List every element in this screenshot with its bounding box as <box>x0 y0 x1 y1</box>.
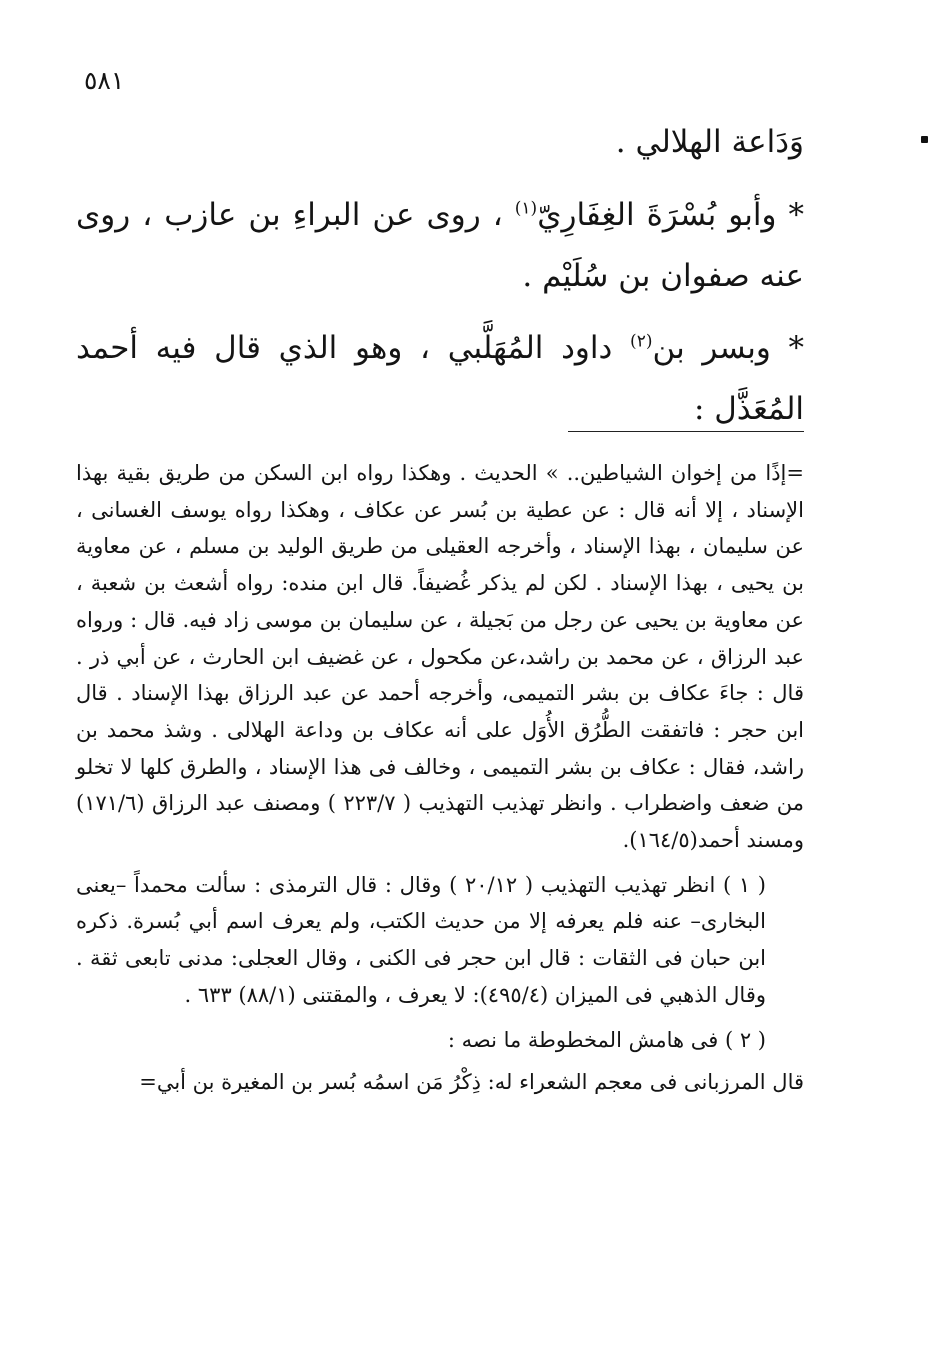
main-paragraph <box>76 185 804 307</box>
main-paragraph <box>76 318 804 440</box>
entry-text: ، روى عن البراءِ بن عازب ، روى عنه صفوان بن سُلَيْم . <box>76 197 804 294</box>
footnote-2-quote: قال المرزبانى فى معجم الشعراء له: ذِكْرُ مَن اسمُه بُسر بن المغيرة بن أبي= <box>139 1070 804 1095</box>
main-text <box>76 112 804 451</box>
footnote-1: ( ١ ) انظر تهذيب التهذيب ( ٢٠/١٢ ) وقال : قال الترمذى : سألت محمداً –يعنى البخارى– عنه فلم يعرفه إلا من حديث الكتب، ولم يعرف اسم أبي بُسرة. ذكره ابن حبان فى الثقات : قال ابن حجر فى الكنى ، وقال العجلى: مدنى تابعى ثقة . وقال الذهبي فى الميزان (٤٩٥/٤): لا يعرف ، والمقتنى (٨٨/١) ٦٣٣ . <box>76 872 766 1007</box>
main-paragraph: وَدَاعة الهلالي . <box>615 124 804 160</box>
entry-text: * وأبو بُسْرَةَ الغِفَارِيّ <box>537 197 804 233</box>
footnote-continuation: =إذًا من إخوان الشياطين.. » الحديث . وهكذا رواه ابن السكن من طريق بقية بهذا الإسناد ، إلا أنه قال : عن عطية بن بُسر عن عكاف ، وهكذا رواه يوسف الغسانى ، عن سليمان ، بهذا الإسناد ، وأخرجه العقيلى من طريق الوليد بن مسلم ، عن معاوية بن يحيى ، بهذا الإسناد . لكن لم يذكر غُضيفاً. قال ابن منده: رواه أشعث بن شعبة ، عن معاوية بن يحيى عن رجل من بَجيلة ، عن سليمان بن موسى زاد فيه. قال : ورواه عبد الرزاق ، عن محمد بن راشد،عن مكحول ، عن غضيف ابن الحارث ، عن أبي ذر . قال : جاءَ عكاف بن بشر التميمى، وأخرجه أحمد عن عبد الرزاق بهذا الإسناد . قال ابن حجر : فاتفقت الطُّرُق الأُوَل على أنه عكاف بن وداعة الهلالى . وشذ محمد بن راشد، فقال : عكاف بن بشر التميمى ، وخالف فى هذا الإسناد ، والطرق كلها لا تخلو من ضعف واضطراب . وانظر تهذيب التهذيب ( ٢٢٣/٧ ) ومصنف عبد الرزاق (١٧١/٦) ومسند أحمد(١٦٤/٥). <box>76 461 804 853</box>
page-number: ٥٨١ <box>84 66 125 95</box>
footnote-reference: (٢) <box>630 331 653 352</box>
footnotes <box>76 455 804 1109</box>
footnote-reference: (١) <box>514 198 538 219</box>
footnote-separator <box>568 431 804 432</box>
margin-mark <box>921 136 928 143</box>
entry-text: * وبسر بن <box>652 330 804 366</box>
footnote-2: ( ٢ ) فى هامش المخطوطة ما نصه : <box>447 1027 766 1052</box>
entry-text: داود المُهَلَّبي ، وهو الذي قال فيه أحمد المُعَذَّل : <box>76 330 804 427</box>
